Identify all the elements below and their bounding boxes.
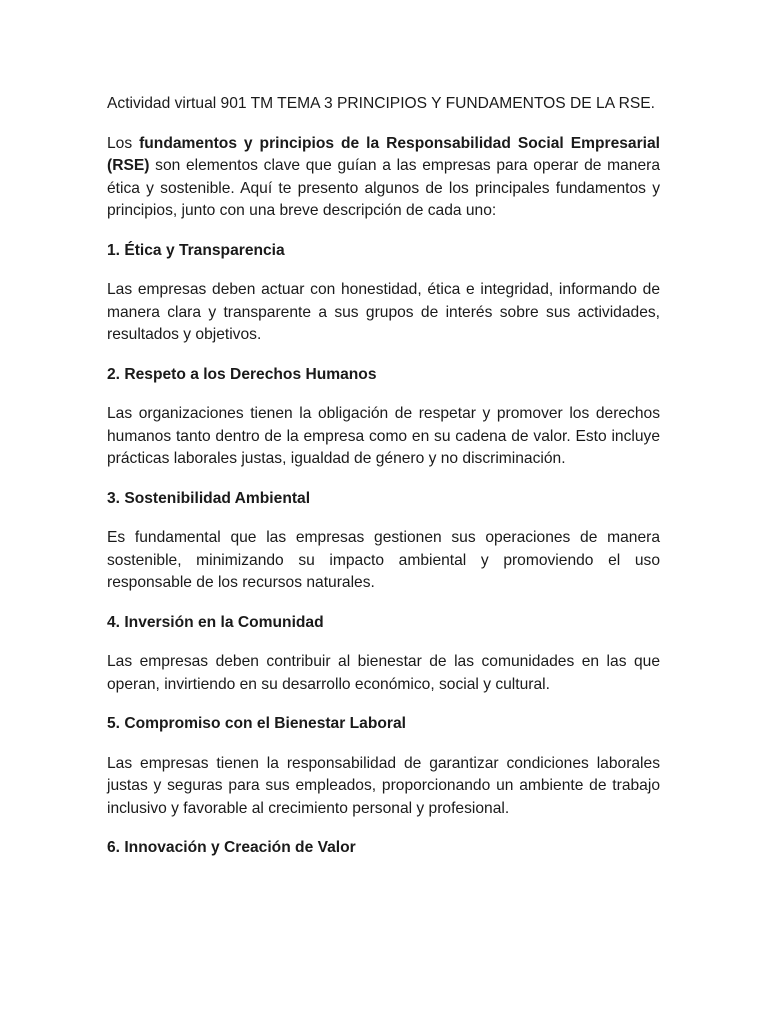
document-page bbox=[107, 93, 660, 877]
intro-bold-term: fundamentos y principios de la Responsabilidad Social Empresarial (RSE) bbox=[107, 134, 660, 174]
section-body-1: Las empresas deben actuar con honestidad, ética e integridad, informando de manera clara y transparente a sus grupos de interés sobre sus actividades, resultados y objetivos. bbox=[107, 281, 660, 343]
document-title: Actividad virtual 901 TM TEMA 3 PRINCIPIOS Y FUNDAMENTOS DE LA RSE. bbox=[107, 95, 655, 112]
section-heading-5: 5. Compromiso con el Bienestar Laboral bbox=[107, 715, 406, 732]
intro-prefix: Los bbox=[107, 134, 140, 152]
section-heading-6: 6. Innovación y Creación de Valor bbox=[107, 839, 356, 856]
section-body-3: Es fundamental que las empresas gestionen sus operaciones de manera sostenible, minimizando su impacto ambiental y promoviendo el uso responsable de los recursos naturales. bbox=[107, 529, 660, 591]
intro-suffix: son elementos clave que guían a las empresas para operar de manera ética y sostenible. Aquí te presento algunos de los principales fundamentos y principios, junto con una breve descripción de cada uno: bbox=[107, 157, 660, 219]
section-body-5: Las empresas tienen la responsabilidad de garantizar condiciones laborales justas y seguras para sus empleados, proporcionando un ambiente de trabajo inclusivo y favorable al crecimiento personal y profesional. bbox=[107, 754, 660, 817]
section-body-2: Las organizaciones tienen la obligación de respetar y promover los derechos humanos tanto dentro de la empresa como en su cadena de valor. Esto incluye prácticas laborales justas, igualdad de género y no discriminación. bbox=[107, 405, 660, 467]
section-heading-1: 1. Ética y Transparencia bbox=[107, 241, 285, 259]
section-heading-2: 2. Respeto a los Derechos Humanos bbox=[107, 365, 377, 383]
section-body-4: Las empresas deben contribuir al bienestar de las comunidades en las que operan, invirtiendo en su desarrollo económico, social y cultural. bbox=[107, 653, 660, 693]
section-heading-4: 4. Inversión en la Comunidad bbox=[107, 613, 324, 631]
intro-paragraph bbox=[107, 133, 660, 223]
section-heading-3: 3. Sostenibilidad Ambiental bbox=[107, 489, 311, 507]
